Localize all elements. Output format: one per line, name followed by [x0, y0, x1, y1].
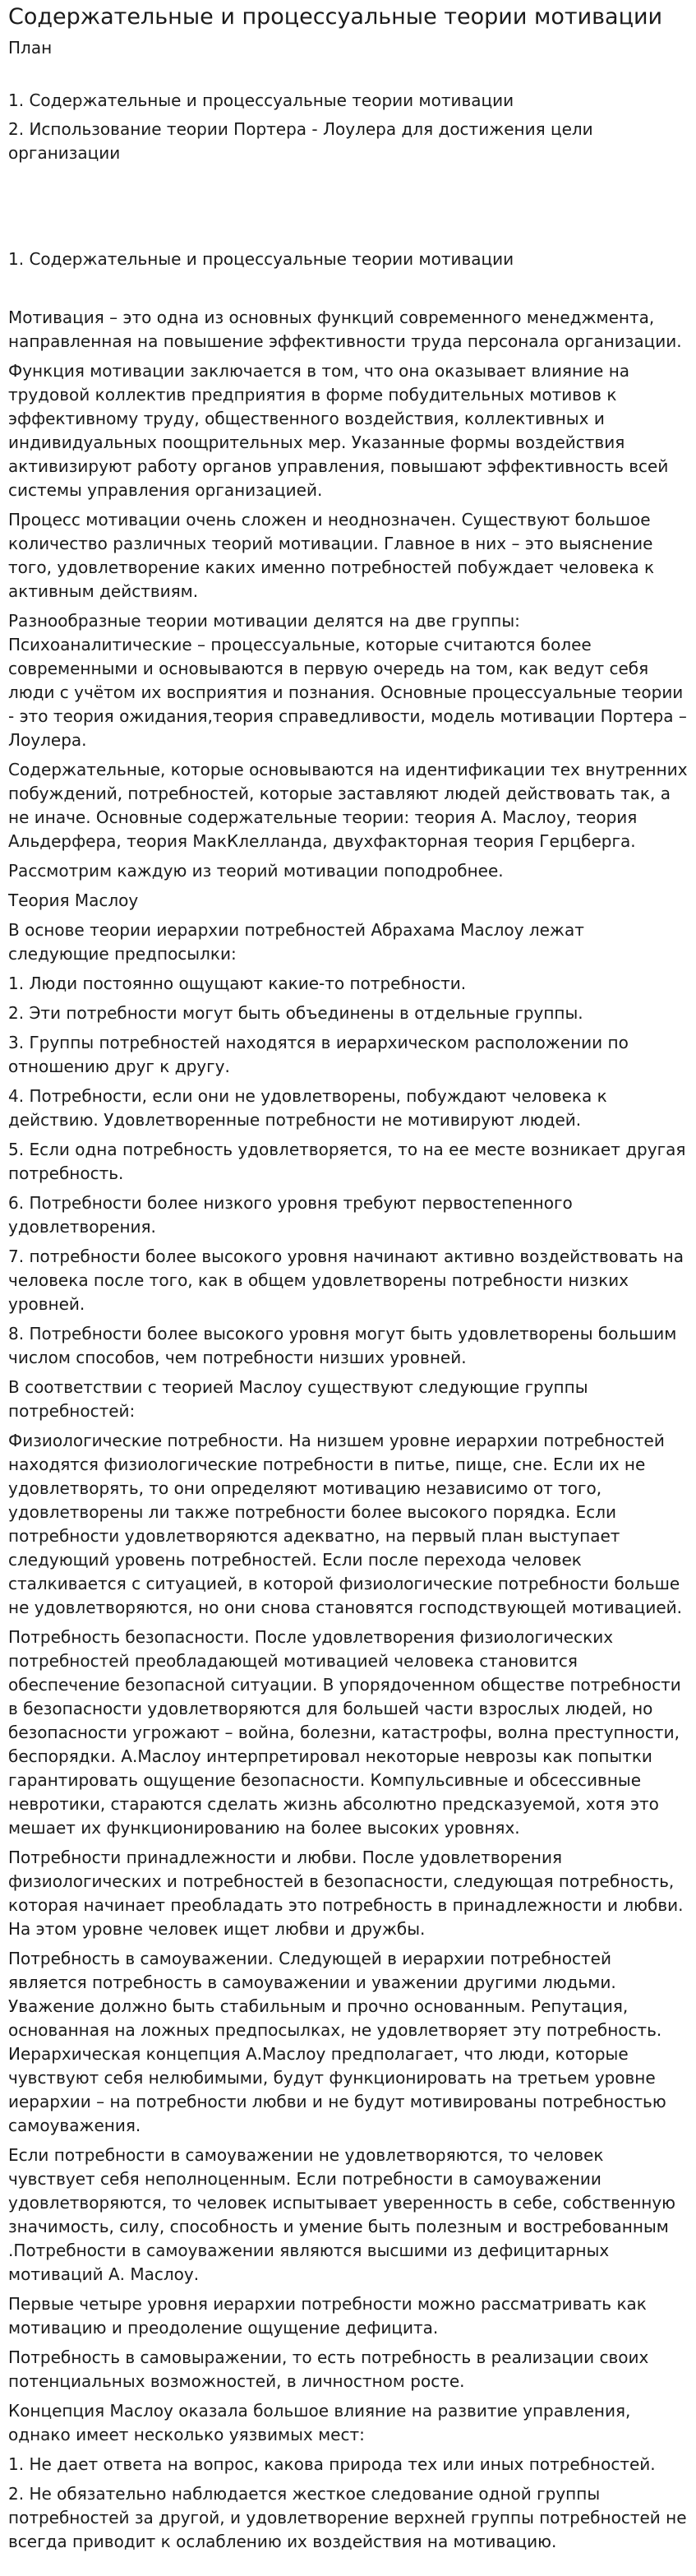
list-item: 8. Потребности более высокого уровня могут быть удовлетворены большим числом способов, чем потребности низших уровней.	[8, 1324, 677, 1367]
list-item: 1. Не дает ответа на вопрос, какова природа тех или иных потребностей.	[8, 2454, 656, 2474]
list-item: 1. Люди постоянно ощущают какие-то потребности.	[8, 974, 467, 993]
plan-item: 2. Использование теории Портера - Лоулера для достижения цели организации	[8, 119, 593, 163]
document-title: Содержательные и процессуальные теории мотивации	[8, 4, 663, 30]
list-item: 2. Не обязательно наблюдается жесткое следование одной группы потребностей за другой, и удовлетворение верхней группы потребностей не всегда приводит к ослаблению их воздействия на мотивацию.	[8, 2484, 687, 2551]
paragraph: Процесс мотивации очень сложен и неоднозначен. Существуют большое количество различных теорий мотивации. Главное в них – это выяснение того, удовлетворение каких именно потребностей побуждает человека к активным действиям.	[8, 510, 655, 601]
body-text	[8, 306, 688, 2554]
list-item: 5. Если одна потребность удовлетворяется, то на ее месте возникает другая потребность.	[8, 1140, 686, 1183]
paragraph: Физиологические потребности. На низшем уровне иерархии потребностей находятся физиологические потребности в питье, пище, сне. Если их не удовлетворять, то они определяют мотивацию независимо от того, удовлетворены ли также потребности более высокого порядка. Если потребности удовлетворяются адекватно, на первый план выступает следующий уровень потребностей. Если после перехода человек сталкивается с ситуацией, в которой физиологические потребности больше не удовлетворяются, но они снова становятся господствующей мотивацией.	[8, 1431, 683, 1617]
plan-label: План	[8, 38, 53, 58]
subheading-maslow-theory: Теория Маслоу	[8, 890, 139, 910]
paragraph: В основе теории иерархии потребностей Абрахама Маслоу лежат следующие предпосылки:	[8, 920, 584, 964]
paragraph: Если потребности в самоуважении не удовлетворяются, то человек чувствует себя неполноценным. Если потребности в самоуважении удовлетворяются, то человек испытывает уверенность в себе, собственную значимость, силу, способность и умение быть полезным и востребованным .Потребности в самоуважении являются высшими из дефицитарных мотиваций А. Маслоу.	[8, 2145, 676, 2284]
paragraph: Рассмотрим каждую из теорий мотивации поподробнее.	[8, 861, 504, 881]
list-item: 6. Потребности более низкого уровня требуют первостепенного удовлетворения.	[8, 1193, 573, 1237]
paragraph: Потребность в самоуважении. Следующей в иерархии потребностей является потребность в самоуважении и уважении другими людьми. Уважение должно быть стабильным и прочно основанным. Репутация, основанная на ложных предпосылках, не удовлетворяет эту потребность. Иерархическая концепция А.Маслоу предполагает, что люди, которые чувствуют себя нелюбимыми, будут функционировать на третьем уровне иерархии – на потребности любви и не будут мотивированы потребностью самоуважения.	[8, 1949, 666, 2135]
paragraph: Первые четыре уровня иерархии потребности можно рассматривать как мотивацию и преодоление ощущение дефицита.	[8, 2294, 647, 2338]
list-item: 3. Группы потребностей находятся в иерархическом расположении по отношению друг к другу.	[8, 1033, 629, 1076]
plan-item: 1. Содержательные и процессуальные теории мотивации	[8, 90, 514, 110]
list-item: 7. потребности более высокого уровня начинают активно воздействовать на человека после того, как в общем удовлетворены потребности низких уровней.	[8, 1246, 684, 1314]
paragraph: Разнообразные теории мотивации делятся на две группы: Психоаналитические – процессуальные, которые считаются более современными и основываются в первую очередь на том, как ведут себя люди с учётом их восприятия и познания. Основные процессуальные теории - это теория ожидания,теория справедливости, модель мотивации Портера – Лоулера.	[8, 611, 687, 750]
paragraph: Функция мотивации заключается в том, что она оказывает влияние на трудовой коллектив предприятия в форме побудительных мотивов к эффективному труду, общественного воздействия, коллективных и индивидуальных поощрительных мер. Указанные формы воздействия активизируют работу органов управления, повышают эффективность всей системы управления организацией.	[8, 361, 669, 500]
section-heading: 1. Содержательные и процессуальные теории мотивации	[8, 249, 514, 269]
plan-list	[8, 89, 688, 165]
paragraph: Содержательные, которые основываются на идентификации тех внутренних побуждений, потребностей, которые заставляют людей действовать так, а не иначе. Основные содержательные теории: теория А. Маслоу, теория Альдерфера, теория МакКлелланда, двухфакторная теория Герцберга.	[8, 760, 688, 851]
list-item: 2. Эти потребности могут быть объединены в отдельные группы.	[8, 1003, 583, 1023]
paragraph: Потребность в самовыражении, то есть потребность в реализации своих потенциальных возможностей, в личностном росте.	[8, 2347, 649, 2391]
paragraph: Потребности принадлежности и любви. После удовлетворения физиологических и потребностей в безопасности, следующая потребность, которая начинает преобладать это потребность в принадлежности и любви. На этом уровне человек ищет любви и дружбы.	[8, 1848, 684, 1939]
paragraph: В соответствии с теорией Маслоу существуют следующие группы потребностей:	[8, 1377, 588, 1421]
paragraph: Концепция Маслоу оказала большое влияние на развитие управления, однако имеет несколько уязвимых мест:	[8, 2401, 631, 2444]
paragraph: Потребность безопасности. После удовлетворения физиологических потребностей преобладающей мотивацией человека становится обеспечение безопасной ситуации. В упорядоченном обществе потребности в безопасности удовлетворяются для большей части взрослых людей, но безопасности угрожают – война, болезни, катастрофы, волна преступности, беспорядки. А.Маслоу интерпретировал некоторые неврозы как попытки гарантировать ощущение безопасности. Компульсивные и обсессивные невротики, стараются сделать жизнь абсолютно предсказуемой, хотя это мешает их функционированию на более высоких уровнях.	[8, 1627, 681, 1838]
paragraph: Мотивация – это одна из основных функций современного менеджмента, направленная на повышение эффективности труда персонала организации.	[8, 308, 682, 351]
list-item: 4. Потребности, если они не удовлетворены, побуждают человека к действию. Удовлетворенные потребности не мотивируют людей.	[8, 1086, 607, 1130]
